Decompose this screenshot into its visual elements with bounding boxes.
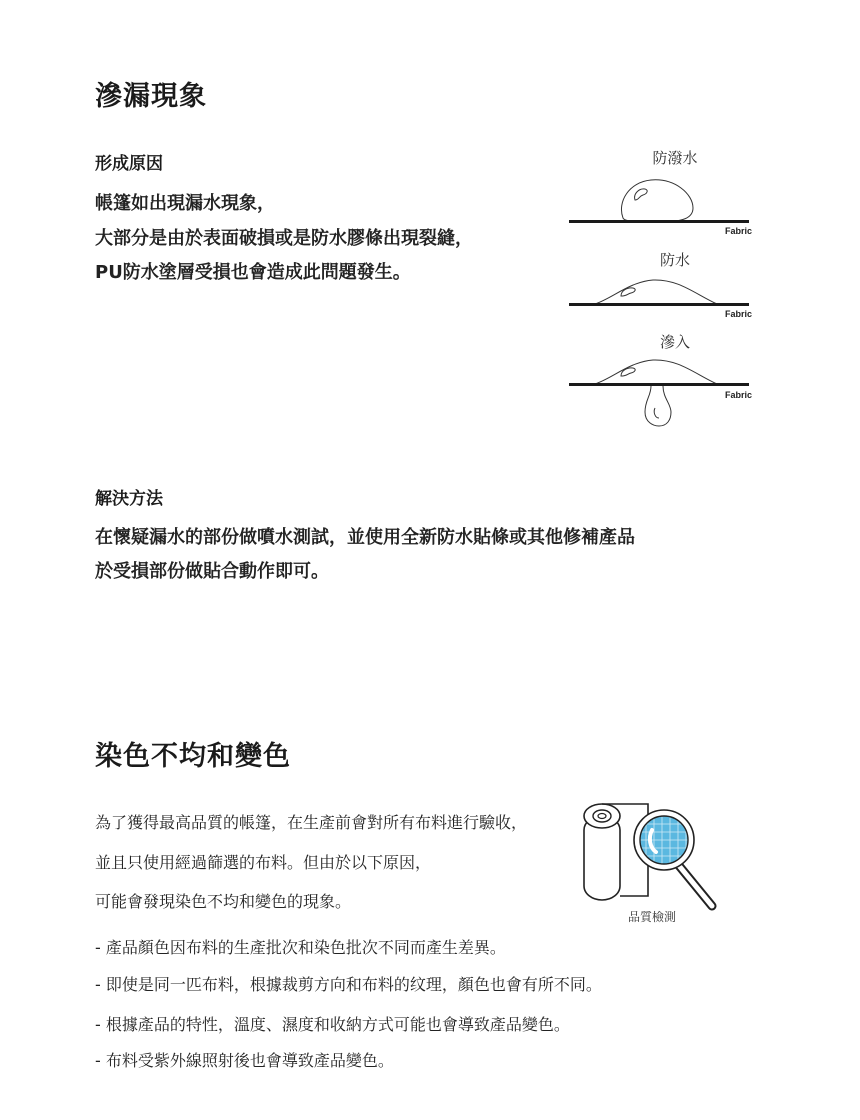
solution-line-2: 於受損部份做貼合動作即可。 bbox=[95, 561, 329, 582]
cause-line-2: 大部分是由於表面破損或是防水膠條出現裂縫， bbox=[95, 228, 473, 249]
dye-section-title: 染色不均和變色 bbox=[95, 741, 291, 772]
dye-bullet-2: - 即使是同一匹布料，根據裁剪方向和布料的纹理，顏色也會有所不同。 bbox=[95, 975, 602, 994]
waterproof-diagram bbox=[565, 140, 785, 440]
solution-line-1: 在懷疑漏水的部份做噴水測試，並使用全新防水貼條或其他修補產品 bbox=[95, 527, 635, 548]
dye-bullet-3: - 根據產品的特性，溫度、濕度和收納方式可能也會導致產品變色。 bbox=[95, 1015, 570, 1034]
quality-inspection-illustration bbox=[578, 796, 728, 926]
inspection-label: 品質檢測 bbox=[628, 910, 677, 924]
dye-intro-line-3: 可能會發現染色不均和變色的現象。 bbox=[95, 892, 352, 911]
dye-intro-line-2: 並且只使用經過篩選的布料。但由於以下原因， bbox=[95, 853, 432, 872]
cause-line-1: 帳篷如出現漏水現象， bbox=[95, 193, 275, 214]
dye-bullet-1: - 產品顏色因布料的生產批次和染色批次不同而產生差異。 bbox=[95, 938, 506, 957]
water-repellent-label: 防潑水 bbox=[652, 149, 698, 167]
seepage-label: 滲入 bbox=[659, 333, 690, 351]
solution-heading: 解決方法 bbox=[95, 489, 163, 509]
fabric-label-3: Fabric bbox=[725, 390, 753, 400]
cause-line-3: PU防水塗層受損也會造成此問題發生。 bbox=[95, 262, 411, 283]
fabric-label-1: Fabric bbox=[725, 226, 753, 236]
fabric-label-2: Fabric bbox=[725, 309, 753, 319]
leak-section-title: 滲漏現象 bbox=[95, 81, 207, 112]
dye-bullet-4: - 布料受紫外線照射後也會導致產品變色。 bbox=[95, 1051, 394, 1070]
waterproof-label: 防水 bbox=[659, 251, 690, 269]
fabric-roll-magnifier-icon bbox=[578, 796, 728, 926]
dye-intro-line-1: 為了獲得最高品質的帳篷，在生產前會對所有布料進行驗收， bbox=[95, 813, 528, 832]
cause-heading: 形成原因 bbox=[95, 154, 163, 174]
